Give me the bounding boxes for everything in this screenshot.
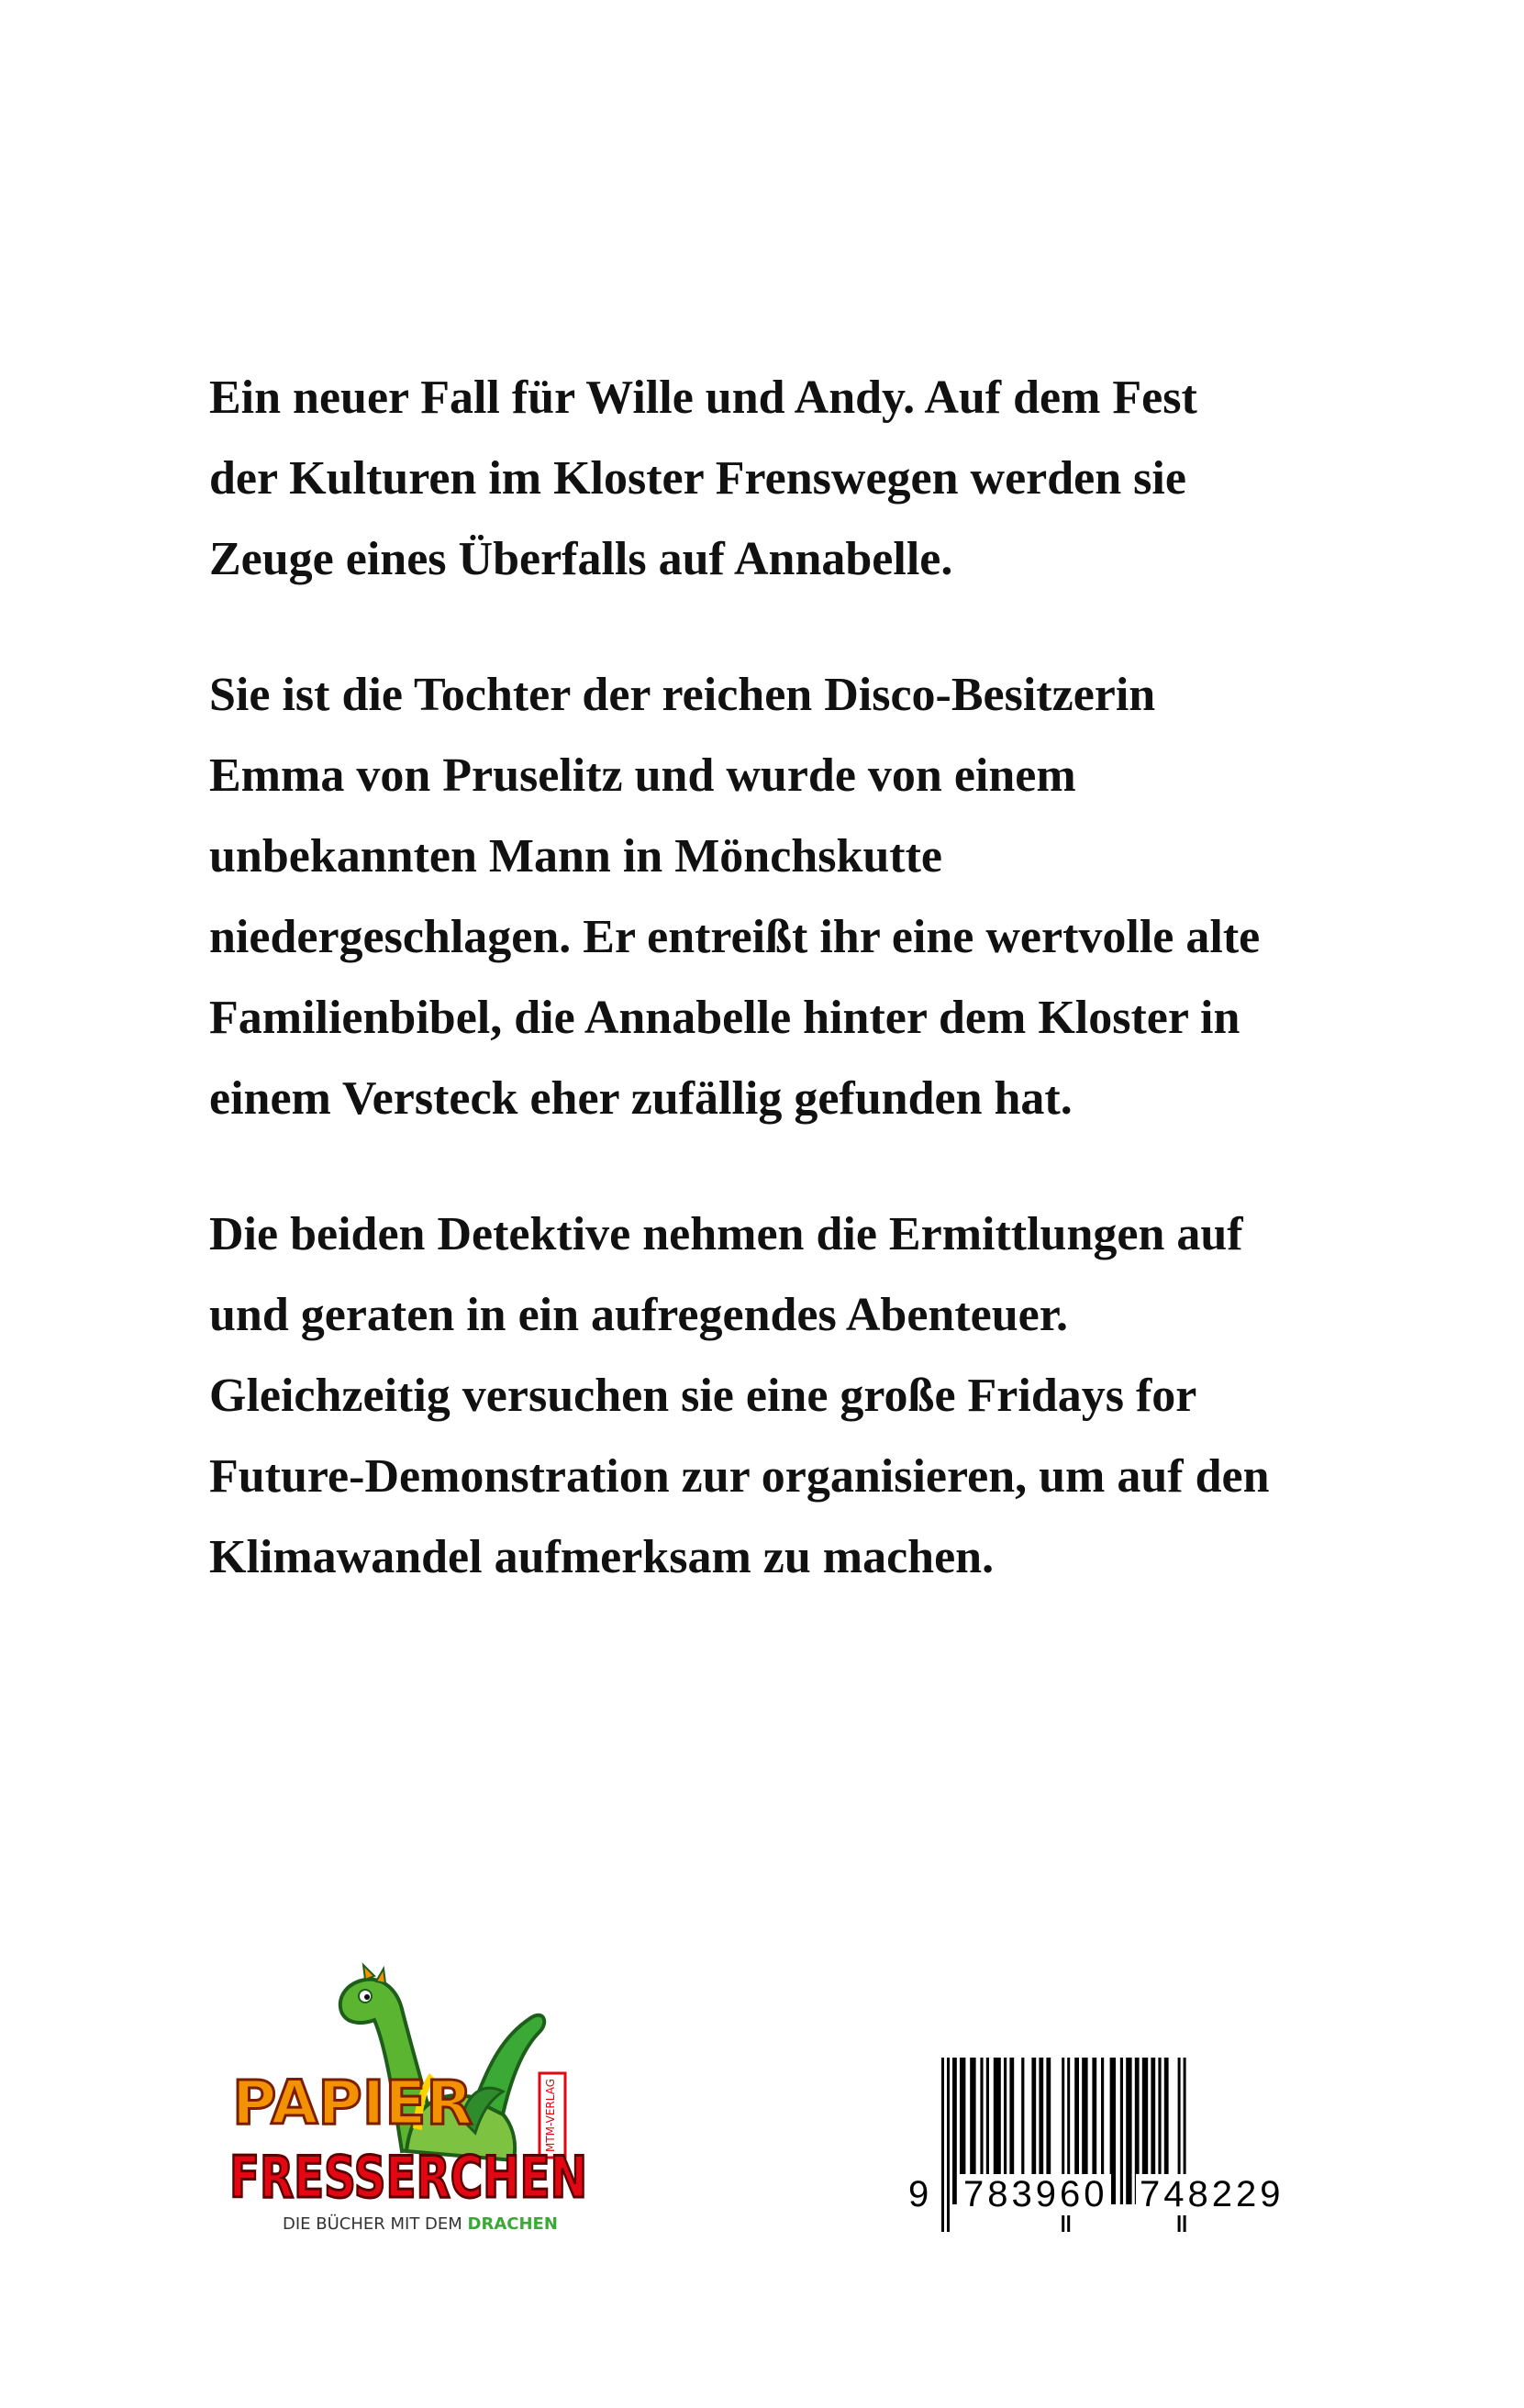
publisher-badge-text: MTM-VERLAG: [544, 2078, 557, 2153]
back-cover-blurb: [209, 358, 1274, 1653]
publisher-logo: [228, 1936, 622, 2238]
blurb-paragraph-3: Die beiden Detektive nehmen die Ermittlungen auf und geraten in ein aufregendes Abenteuer. Gleichzeitig versuchen sie eine große Fridays for Future-Demonstration zur organisieren, um auf den Klimawandel aufmerksam zu machen.: [209, 1208, 1270, 1583]
isbn-right-group: 748229: [1136, 2174, 1287, 2215]
publisher-tagline: [283, 2214, 558, 2234]
publisher-tagline-highlight: DRACHEN: [467, 2214, 558, 2234]
publisher-tagline-text: DIE BÜCHER MIT DEM: [283, 2214, 462, 2234]
isbn-first-digit: 9: [905, 2174, 932, 2215]
publisher-name-line2: FRESSERCHEN: [229, 2144, 587, 2211]
isbn-left-group: 783960: [960, 2174, 1111, 2215]
publisher-name-line1: PAPIER: [232, 2068, 473, 2138]
blurb-paragraph-2: Sie ist die Tochter der reichen Disco-Besitzerin Emma von Pruselitz und wurde von einem unbekannten Mann in Mönchskutte niedergeschlagen. Er entreißt ihr eine wertvolle alte Familienbibel, die Annabelle hinter dem Kloster in einem Versteck eher zufällig gefunden hat.: [209, 669, 1261, 1125]
isbn-digits: [905, 2174, 1303, 2229]
blurb-paragraph-1: Ein neuer Fall für Wille und Andy. Auf dem Fest der Kulturen im Kloster Frenswegen werden sie Zeuge eines Überfalls auf Annabelle.: [209, 372, 1197, 585]
